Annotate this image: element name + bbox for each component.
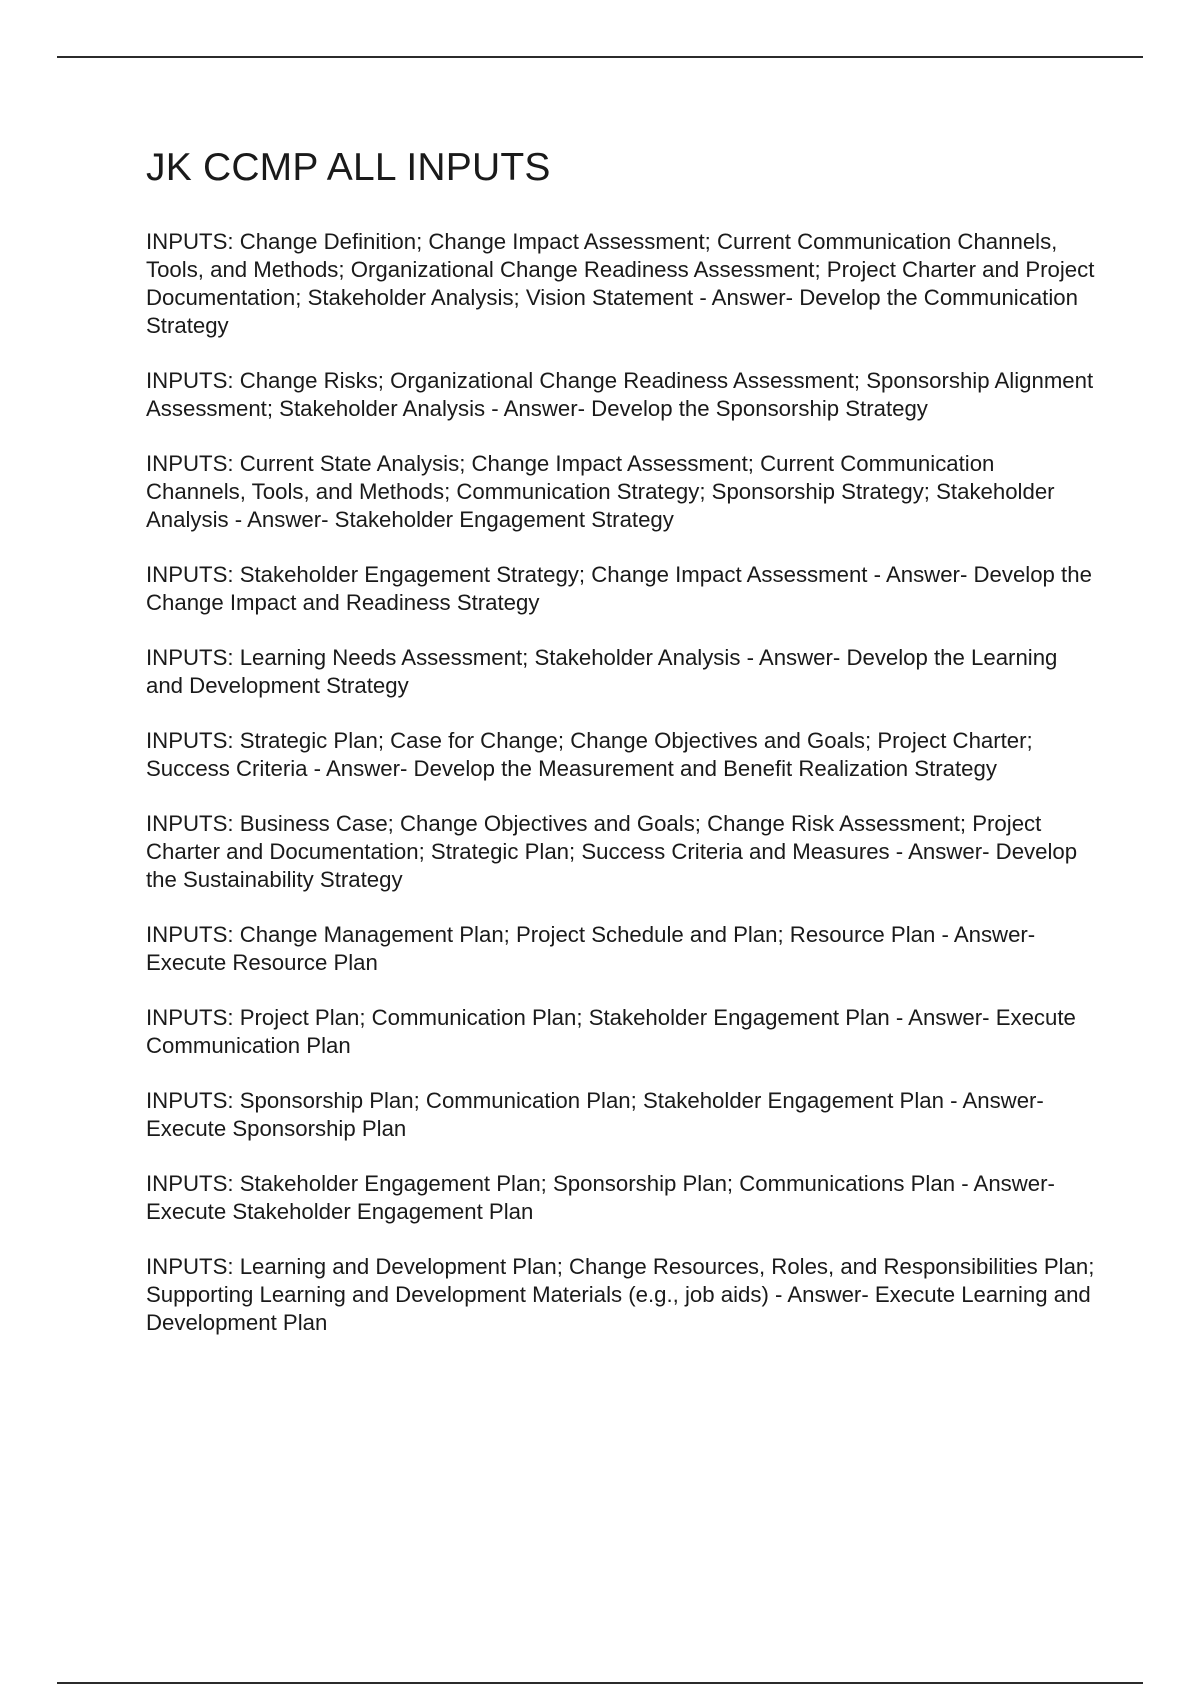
qa-entry: INPUTS: Business Case; Change Objectives and Goals; Change Risk Assessment; Project Charter and Documentation; Strategic Plan; Success Criteria and Measures - Answer- Develop the Sustainability Strategy [146,811,1078,892]
qa-entry: INPUTS: Current State Analysis; Change Impact Assessment; Current Communication Channels, Tools, and Methods; Communication Strategy; Sponsorship Strategy; Stakeholder Analysis - Answer- Stakeholder Engagement Strategy [146,451,1055,532]
top-divider [57,56,1143,58]
qa-entry: INPUTS: Learning and Development Plan; Change Resources, Roles, and Responsibilities Plan; Supporting Learning and Development Materials (e.g., job aids) - Answer- Execute Learning and Development Plan [146,1254,1095,1335]
qa-entry: INPUTS: Strategic Plan; Case for Change; Change Objectives and Goals; Project Charter; Success Criteria - Answer- Develop the Measurement and Benefit Realization Strategy [146,728,1033,781]
qa-list [146,228,1096,1337]
qa-entry: INPUTS: Project Plan; Communication Plan; Stakeholder Engagement Plan - Answer- Execute Communication Plan [146,1005,1076,1058]
qa-entry: INPUTS: Learning Needs Assessment; Stakeholder Analysis - Answer- Develop the Learning and Development Strategy [146,645,1058,698]
qa-entry: INPUTS: Change Definition; Change Impact Assessment; Current Communication Channels, Tools, and Methods; Organizational Change Readiness Assessment; Project Charter and Project Documentation; Stakeholder Analysis; Vision Statement - Answer- Develop the Communication Strategy [146,229,1095,338]
document-title: JK CCMP ALL INPUTS [146,146,551,189]
document-body [146,138,1096,1364]
qa-entry: INPUTS: Stakeholder Engagement Strategy; Change Impact Assessment - Answer- Develop the Change Impact and Readiness Strategy [146,562,1092,615]
qa-entry: INPUTS: Stakeholder Engagement Plan; Sponsorship Plan; Communications Plan - Answer- Execute Stakeholder Engagement Plan [146,1171,1055,1224]
qa-entry: INPUTS: Change Management Plan; Project Schedule and Plan; Resource Plan - Answer- Execute Resource Plan [146,922,1036,975]
bottom-divider [57,1682,1143,1684]
qa-entry: INPUTS: Change Risks; Organizational Change Readiness Assessment; Sponsorship Alignment Assessment; Stakeholder Analysis - Answer- Develop the Sponsorship Strategy [146,368,1094,421]
qa-entry: INPUTS: Sponsorship Plan; Communication Plan; Stakeholder Engagement Plan - Answer- Execute Sponsorship Plan [146,1088,1044,1141]
